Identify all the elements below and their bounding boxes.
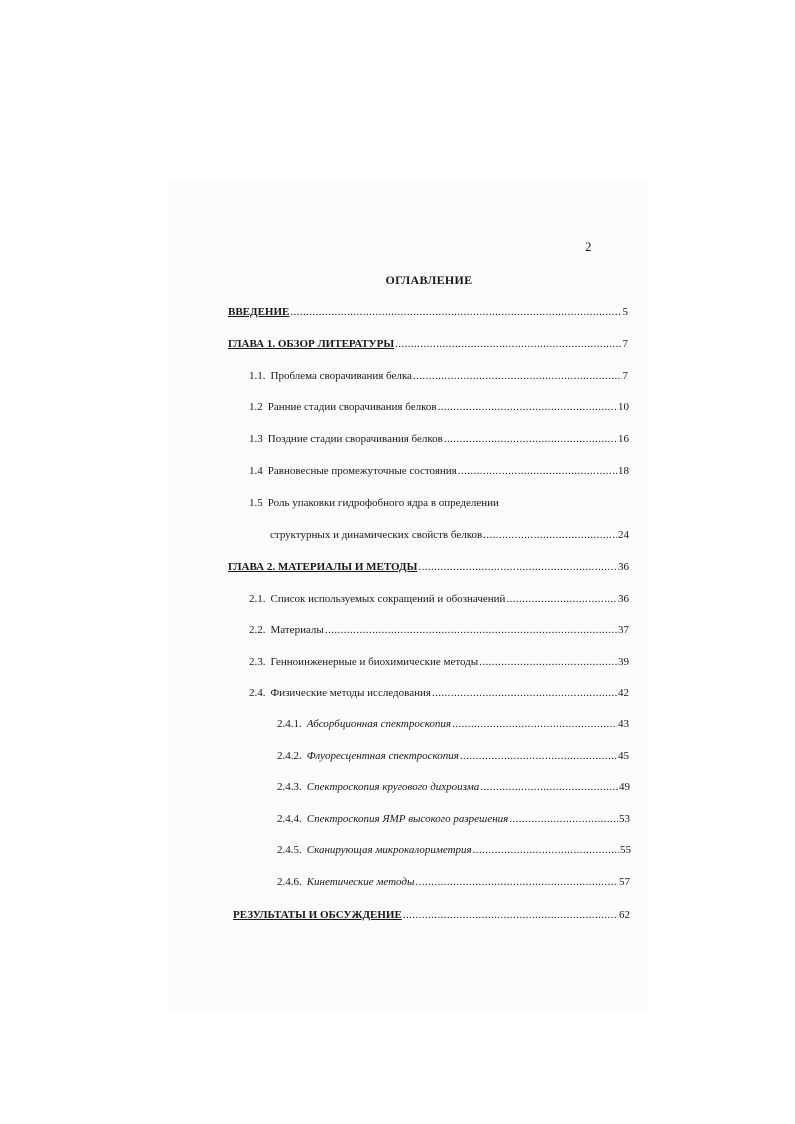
- toc-entry-title: Сканирующая микрокалориметрия: [306, 844, 472, 856]
- dot-leader: [479, 655, 617, 669]
- toc-entry-2-4-3[interactable]: [277, 780, 630, 794]
- toc-entry-results[interactable]: [233, 908, 630, 922]
- toc-entry-number: 2.4.4.: [277, 813, 302, 825]
- toc-entry-page: 57: [619, 876, 630, 888]
- toc-entry-page: 10: [618, 401, 629, 413]
- dot-leader: [460, 749, 617, 763]
- dot-leader: [415, 875, 618, 889]
- toc-entry-title: Список используемых сокращений и обозначений: [270, 593, 506, 605]
- toc-entry-title: Флуоресцентная спектроскопия: [306, 750, 459, 762]
- toc-entry-2-4[interactable]: [249, 686, 629, 700]
- toc-entry-title: Спектроскопия кругового дихроизма: [306, 781, 480, 793]
- toc-entry-page: 49: [619, 781, 630, 793]
- dot-leader: [506, 592, 617, 606]
- toc-entry-number: 1.5: [249, 497, 263, 509]
- toc-entry-title: ГЛАВА 1. ОБЗОР ЛИТЕРАТУРЫ: [228, 338, 395, 350]
- toc-entry-number: 2.4.2.: [277, 750, 302, 762]
- toc-entry-page: 43: [618, 718, 629, 730]
- toc-entry-title: Материалы: [270, 624, 324, 636]
- toc-entry-2-1[interactable]: [249, 592, 629, 606]
- toc-entry-page: 45: [618, 750, 629, 762]
- toc-entry-2-4-4[interactable]: [277, 812, 630, 826]
- toc-entry-page: 37: [618, 624, 629, 636]
- toc-entry-number: 2.4.5.: [277, 844, 302, 856]
- dot-leader: [480, 780, 618, 794]
- toc-entry-title: Роль упаковки гидрофобного ядра в определении: [267, 497, 499, 509]
- toc-entry-page: 36: [618, 593, 629, 605]
- toc-entry-title: Спектроскопия ЯМР высокого разрешения: [306, 813, 509, 825]
- dot-leader: [473, 843, 619, 857]
- toc-entry-page: 39: [618, 656, 629, 668]
- toc-entry-2-4-6[interactable]: [277, 875, 630, 889]
- dot-leader: [418, 560, 617, 574]
- toc-entry-1-1[interactable]: [249, 369, 628, 383]
- toc-entry-number: 1.3: [249, 433, 263, 445]
- page-number: 2: [585, 239, 592, 254]
- toc-entry-chapter-1[interactable]: [228, 337, 628, 351]
- toc-entry-number: 2.4.3.: [277, 781, 302, 793]
- toc-entry-title: ВВЕДЕНИЕ: [228, 306, 290, 318]
- toc-entry-title: ГЛАВА 2. МАТЕРИАЛЫ И МЕТОДЫ: [228, 561, 418, 573]
- toc-entry-1-2[interactable]: [249, 400, 629, 414]
- toc-entry-title: Генноинженерные и биохимические методы: [270, 656, 479, 668]
- dot-leader: [452, 717, 617, 731]
- toc-entry-2-4-1[interactable]: [277, 717, 629, 731]
- dot-leader: [403, 908, 618, 922]
- toc-entry-page: 55: [620, 844, 631, 856]
- toc-entry-2-2[interactable]: [249, 623, 629, 637]
- toc-entry-1-3[interactable]: [249, 432, 629, 446]
- toc-entry-number: 2.3.: [249, 656, 266, 668]
- toc-title: ОГЛАВЛЕНИЕ: [385, 273, 473, 287]
- dot-leader: [325, 623, 617, 637]
- toc-entry-page: 36: [618, 561, 629, 573]
- toc-entry-page: 18: [618, 465, 629, 477]
- toc-entry-number: 1.1.: [249, 370, 266, 382]
- toc-entry-page: 53: [619, 813, 630, 825]
- toc-entry-title: Проблема сворачивания белка: [270, 370, 412, 382]
- toc-entry-page: 16: [618, 433, 629, 445]
- toc-entry-title: Физические методы исследования: [270, 687, 431, 699]
- toc-entry-number: 2.4.6.: [277, 876, 302, 888]
- toc-entry-page: 24: [618, 529, 629, 541]
- toc-entry-number: 1.4: [249, 465, 263, 477]
- toc-entry-number: 2.2.: [249, 624, 266, 636]
- toc-entry-1-5-continued[interactable]: [270, 528, 629, 542]
- dot-leader: [432, 686, 617, 700]
- dot-leader: [413, 369, 622, 383]
- toc-entry-1-4[interactable]: [249, 464, 629, 478]
- dot-leader: [444, 432, 617, 446]
- toc-entry-title: Ранние стадии сворачивания белков: [267, 401, 437, 413]
- toc-entry-number: 2.4.: [249, 687, 266, 699]
- toc-entry-2-4-5[interactable]: [277, 843, 631, 857]
- toc-entry-number: 2.4.1.: [277, 718, 302, 730]
- dot-leader: [290, 305, 621, 319]
- toc-entry-page: 7: [622, 370, 628, 382]
- dot-leader: [483, 528, 617, 542]
- toc-entry-page: 7: [622, 338, 628, 350]
- toc-entry-page: 62: [619, 909, 630, 921]
- toc-entry-page: 5: [622, 306, 628, 318]
- toc-entry-title: структурных и динамических свойств белков: [270, 529, 483, 541]
- toc-entry-title: Равновесные промежуточные состояния: [267, 465, 457, 477]
- toc-entry-2-3[interactable]: [249, 655, 629, 669]
- dot-leader: [395, 337, 621, 351]
- toc-entry-title: Поздние стадии сворачивания белков: [267, 433, 443, 445]
- dot-leader: [458, 464, 617, 478]
- dot-leader: [509, 812, 618, 826]
- toc-entry-page: 42: [618, 687, 629, 699]
- dot-leader: [438, 400, 617, 414]
- toc-entry-chapter-2[interactable]: [228, 560, 629, 574]
- toc-entry-title: Кинетические методы: [306, 876, 415, 888]
- toc-entry-introduction[interactable]: [228, 305, 628, 319]
- toc-entry-title: Абсорбционная спектроскопия: [306, 718, 452, 730]
- toc-entry-title: РЕЗУЛЬТАТЫ И ОБСУЖДЕНИЕ: [233, 909, 402, 921]
- toc-entry-number: 1.2: [249, 401, 263, 413]
- toc-entry-2-4-2[interactable]: [277, 749, 629, 763]
- toc-entry-1-5[interactable]: [249, 496, 629, 510]
- toc-entry-number: 2.1.: [249, 593, 266, 605]
